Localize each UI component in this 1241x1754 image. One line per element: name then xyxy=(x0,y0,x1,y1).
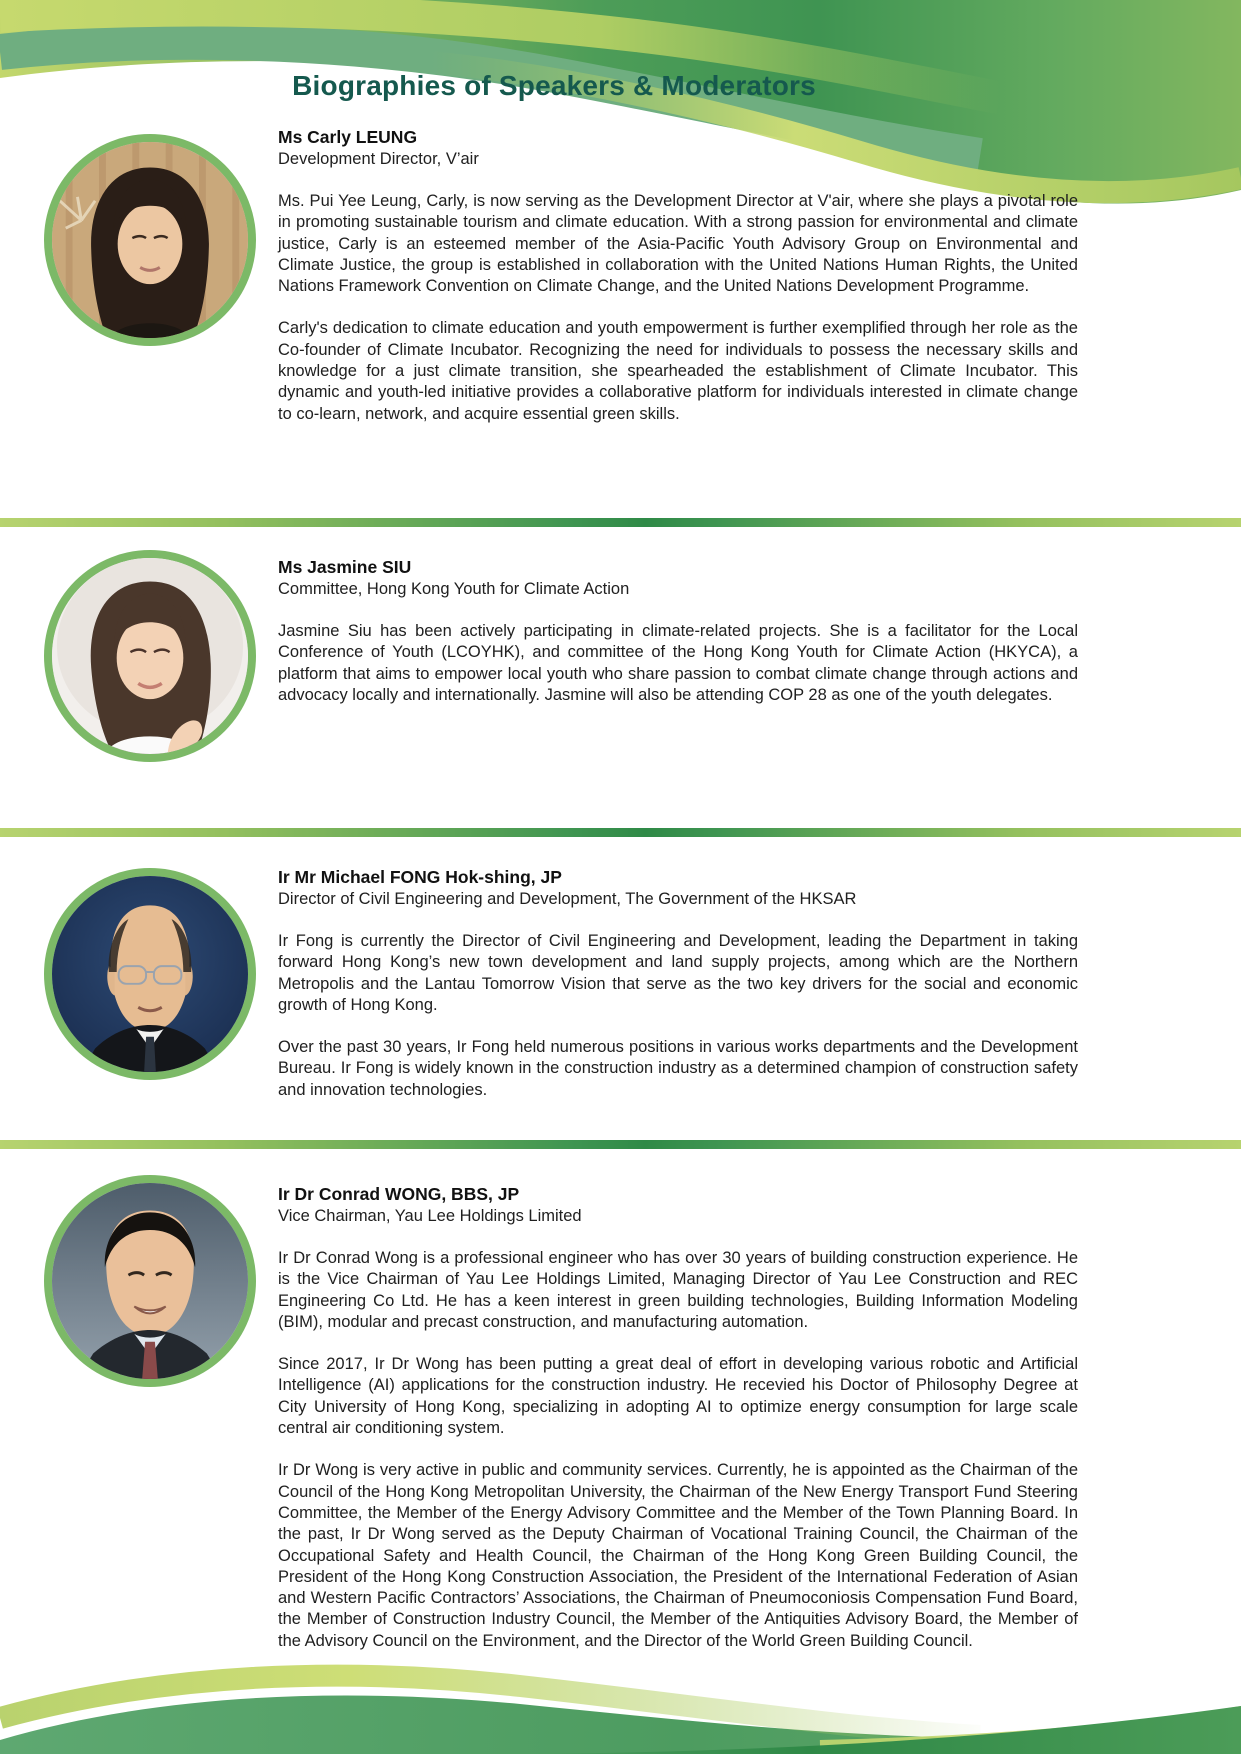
bio-section-carly-leung xyxy=(0,118,1241,518)
photo-column xyxy=(0,837,278,1140)
portrait-carly-leung-image xyxy=(52,142,248,338)
bio-text-column xyxy=(278,837,1078,1140)
section-divider xyxy=(0,1140,1241,1149)
bio-paragraph: Over the past 30 years, Ir Fong held numerous positions in various works departments and the Development Bureau. Ir Fong is widely known in the construction industry as a determined champion of construction safety and innovation technologies. xyxy=(278,1038,1078,1099)
bio-paragraph: Jasmine Siu has been actively participating in climate-related projects. She is a facilitator for the Local Conference of Youth (LCOYHK), and committee of the Hong Kong Youth for Climate Action (HKYCA), a platform that aims to empower local youth who share passion to combat climate change through actions and advocacy locally and internationally. Jasmine will also be attending COP 28 as one of the youth delegates. xyxy=(278,622,1078,704)
bio-paragraph: Since 2017, Ir Dr Wong has been putting a great deal of effort in developing various robotic and Artificial Intelligence (AI) applications for the construction industry. He recevied his Doctor of Philosophy Degree at City University of Hong Kong, specializing in adopting AI to optimize energy consumption for large scale central air conditioning system. xyxy=(278,1355,1078,1438)
speaker-photo-jasmine-siu xyxy=(44,550,256,762)
speaker-photo-michael-fong xyxy=(44,868,256,1080)
portrait-jasmine-siu-image xyxy=(52,558,248,754)
photo-column xyxy=(0,1149,278,1673)
speaker-name: Ms Carly LEUNG xyxy=(278,127,418,147)
speaker-role: Vice Chairman, Yau Lee Holdings Limited xyxy=(278,1207,582,1225)
bio-text-column xyxy=(278,118,1078,518)
bio-section-conrad-wong xyxy=(0,1149,1241,1673)
bottom-wave-decoration xyxy=(0,1640,1241,1754)
section-divider xyxy=(0,828,1241,837)
speaker-role: Committee, Hong Kong Youth for Climate Action xyxy=(278,580,630,598)
speaker-name: Ms Jasmine SIU xyxy=(278,557,412,577)
bio-paragraph: Ir Dr Conrad Wong is a professional engineer who has over 30 years of building construction experience. He is the Vice Chairman of Yau Lee Holdings Limited, Managing Director of Yau Lee Construction and REC Engineering Co Ltd. He has a keen interest in green building technologies, Building Information Modeling (BIM), modular and precast construction, and manufacturing automation. xyxy=(278,1249,1078,1331)
bio-text-column xyxy=(278,1149,1078,1673)
speaker-role: Development Director, V’air xyxy=(278,150,479,168)
bio-paragraph: Ms. Pui Yee Leung, Carly, is now serving as the Development Director at V'air, where she plays a pivotal role in promoting sustainable tourism and climate education. With a strong passion for environmental and climate justice, Carly is an esteemed member of the Asia-Pacific Youth Advisory Group on Environmental and Climate Justice, the group is established in collaboration with the United Nations Human Rights, the United Nations Framework Convention on Climate Change, and the United Nations Development Programme. xyxy=(278,192,1078,296)
photo-column xyxy=(0,118,278,518)
speaker-name: Ir Dr Conrad WONG, BBS, JP xyxy=(278,1184,520,1204)
bio-text-column xyxy=(278,527,1078,828)
speaker-photo-conrad-wong xyxy=(44,1175,256,1387)
bio-section-jasmine-siu xyxy=(0,527,1241,828)
page-title: Biographies of Speakers & Moderators xyxy=(292,70,816,101)
speaker-role: Director of Civil Engineering and Development, The Government of the HKSAR xyxy=(278,890,857,908)
bio-section-michael-fong xyxy=(0,837,1241,1140)
bio-paragraph: Ir Fong is currently the Director of Civil Engineering and Development, leading the Department in taking forward Hong Kong’s new town development and land supply projects, among which are the Northern Metropolis and the Lantau Tomorrow Vision that serve as the two key drivers for the social and economic growth of Hong Kong. xyxy=(278,932,1078,1014)
portrait-michael-fong-image xyxy=(52,876,248,1072)
bio-paragraph: Carly's dedication to climate education and youth empowerment is further exemplified through her role as the Co-founder of Climate Incubator. Recognizing the need for individuals to possess the necessary skills and knowledge for a just climate transition, she spearheaded the establishment of Climate Incubator. This dynamic and youth-led initiative provides a collaborative platform for individuals interested in climate change to co-learn, network, and acquire essential green skills. xyxy=(278,319,1078,423)
bio-paragraph: Ir Dr Wong is very active in public and community services. Currently, he is appointed as the Chairman of the Council of the Hong Kong Metropolitan University, the Chairman of the New Energy Transport Fund Steering Committee, the Member of the Energy Advisory Committee and the Member of the Town Planning Board. In the past, Ir Dr Wong served as the Deputy Chairman of Vocational Training Council, the Chairman of the Occupational Safety and Health Council, the Chairman of the Hong Kong Green Building Council, the President of the Hong Kong Construction Association, the President of the International Federation of Asian and Western Pacific Contractors’ Associations, the Chairman of Pneumoconiosis Compensation Fund Board, the Member of Construction Industry Council, the Member of the Antiquities Advisory Board, the Member of the Advisory Council on the Environment, and the Director of the World Green Building Council. xyxy=(278,1461,1078,1650)
speaker-photo-carly-leung xyxy=(44,134,256,346)
biographies-content xyxy=(0,118,1241,1673)
photo-column xyxy=(0,527,278,828)
section-divider xyxy=(0,518,1241,527)
speaker-name: Ir Mr Michael FONG Hok-shing, JP xyxy=(278,867,562,887)
portrait-conrad-wong-image xyxy=(52,1183,248,1379)
